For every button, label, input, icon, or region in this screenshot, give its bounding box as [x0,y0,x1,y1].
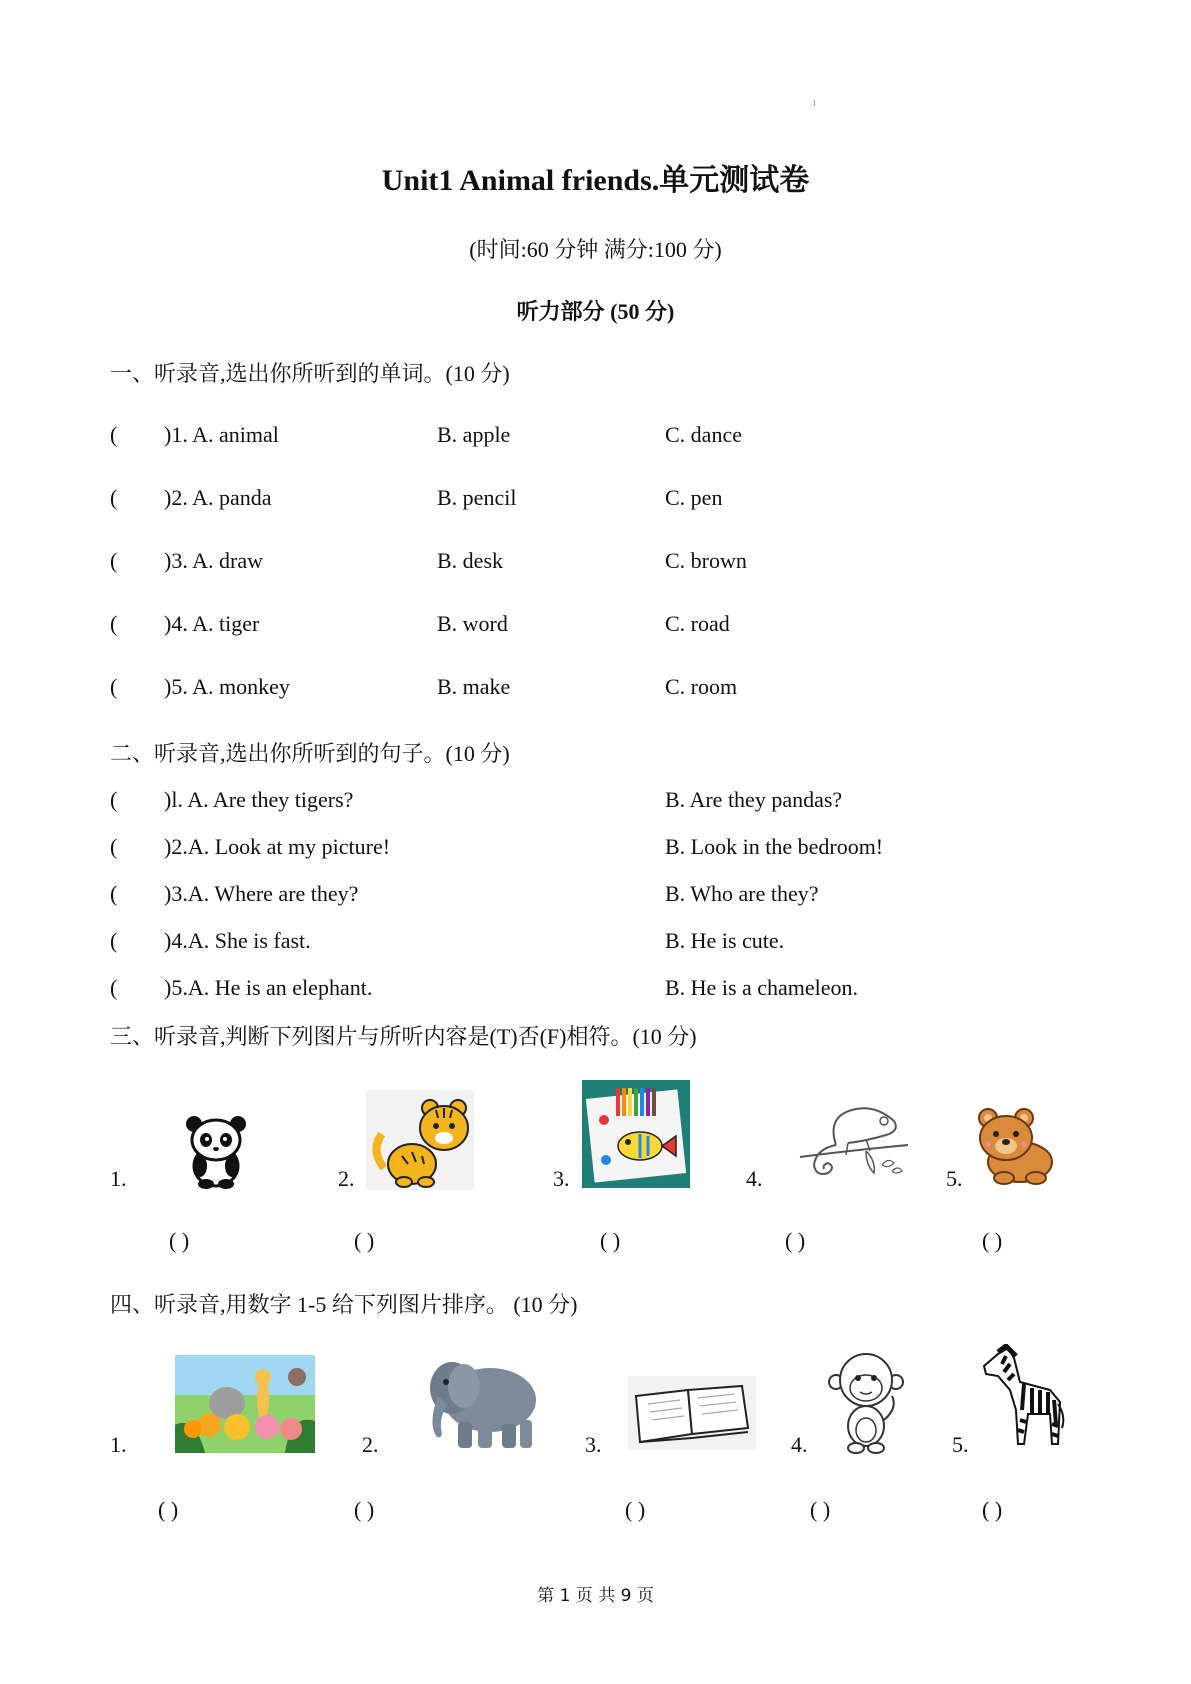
tiger-picture [366,1090,474,1190]
picture-number: 5. [946,1166,963,1191]
word-option-a: )4. A. tiger [164,611,260,636]
elephant-picture [418,1352,540,1452]
panda-picture [180,1110,252,1190]
monkey-picture [828,1350,904,1454]
answer-paren: ( [110,928,118,953]
page-footer: 第 1 页 共 9 页 [537,1586,654,1606]
section1-heading: 一、听录音,选出你所听到的单词。(10 分) [110,361,510,386]
picture-number: 4. [791,1432,808,1457]
section3-heading: 三、听录音,判断下列图片与所听内容是(T)否(F)相符。(10 分) [110,1024,697,1049]
picture-number: 2. [338,1166,355,1191]
picture-number: 3. [585,1432,602,1457]
sentence-option-b: B. Who are they? [665,881,819,906]
word-option-c: C. road [665,611,730,636]
answer-paren: ( [110,881,118,906]
answer-paren: ( [110,674,118,699]
sentence-option-b: B. He is cute. [665,928,785,953]
word-option-b: B. pencil [437,485,517,510]
word-option-c: C. pen [665,485,723,510]
answer-blank[interactable]: ( ) [600,1228,621,1253]
answer-blank[interactable]: ( ) [354,1228,375,1253]
word-option-c: C. brown [665,548,747,573]
picture-book-picture [582,1080,690,1188]
zebra-picture [978,1344,1068,1456]
answer-paren: ( [110,485,118,510]
answer-paren: ( [110,548,118,573]
bear-picture [974,1106,1056,1186]
answer-blank[interactable]: ( ) [169,1228,190,1253]
answer-blank[interactable]: ( ) [625,1497,646,1522]
picture-number: 1. [110,1432,127,1457]
answer-blank[interactable]: ( ) [158,1497,179,1522]
sentence-option-a: )5.A. He is an elephant. [164,975,373,1000]
answer-paren: ( [110,787,118,812]
answer-blank[interactable]: ( ) [810,1497,831,1522]
page-title: Unit1 Animal friends.单元测试卷 [381,164,810,197]
listening-part-title: 听力部分 (50 分) [516,299,675,324]
word-option-c: C. room [665,674,738,699]
animal-friends-picture [175,1355,315,1453]
section2-heading: 二、听录音,选出你所听到的句子。(10 分) [110,741,510,766]
sentence-option-b: B. He is a chameleon. [665,975,859,1000]
sentence-option-b: B. Are they pandas? [665,787,843,812]
answer-blank[interactable]: ( ) [982,1497,1003,1522]
answer-blank[interactable]: ( ) [982,1228,1003,1253]
sentence-option-a: )l. A. Are they tigers? [164,787,354,812]
picture-number: 2. [362,1432,379,1457]
word-option-b: B. desk [437,548,503,573]
answer-blank[interactable]: ( ) [785,1228,806,1253]
word-option-a: )1. A. animal [164,422,279,447]
word-option-b: B. make [437,674,511,699]
word-option-a: )3. A. draw [164,548,263,573]
answer-paren: ( [110,611,118,636]
answer-paren: ( [110,975,118,1000]
answer-paren: ( [110,834,118,859]
picture-number: 5. [952,1432,969,1457]
picture-number: 1. [110,1166,127,1191]
page-corner-mark: 1 [812,98,817,108]
word-option-a: )5. A. monkey [164,674,290,699]
word-option-b: B. apple [437,422,511,447]
answer-paren: ( [110,422,118,447]
word-option-a: )2. A. panda [164,485,272,510]
word-option-c: C. dance [665,422,742,447]
sentence-option-a: )3.A. Where are they? [164,881,359,906]
answer-blank[interactable]: ( ) [354,1497,375,1522]
word-option-b: B. word [437,611,508,636]
picture-number: 4. [746,1166,763,1191]
section4-heading: 四、听录音,用数字 1-5 给下列图片排序。 (10 分) [110,1292,578,1317]
exam-time-score: (时间:60 分钟 满分:100 分) [469,237,722,262]
chameleon-picture [796,1095,912,1187]
sentence-option-a: )2.A. Look at my picture! [164,834,391,859]
sentence-option-a: )4.A. She is fast. [164,928,311,953]
sentence-option-b: B. Look in the bedroom! [665,834,884,859]
picture-number: 3. [553,1166,570,1191]
book-picture [628,1376,756,1450]
